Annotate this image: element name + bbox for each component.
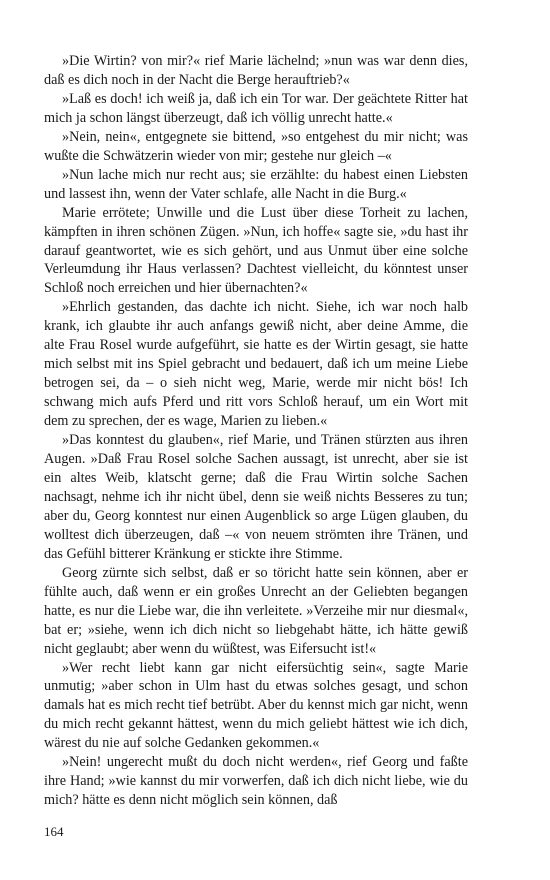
paragraph: »Ehrlich gestanden, das dachte ich nicht. Siehe, ich war noch halb krank, ich glaubte ihr auch anfangs gewiß nicht, aber deine Amme, die alte Frau Rosel wurde aufgeführt, sie hatte es der Wirtin gesagt, sie hatte mich selbst mit ins Spiel gebracht und bedauert, daß ich um meine Liebe betrogen sei, da – o sieh nicht weg, Marie, werde mir nicht bös! Ich schwang mich aufs Pferd und ritt vors Schloß herauf, um ein Wort mit dem zu sprechen, der es wage, Marien zu lieben.« [44, 299, 468, 430]
paragraph: Georg zürnte sich selbst, daß er so töricht hatte sein können, aber er fühlte auch, daß wenn er ein großes Unrecht an der Geliebten begangen hatte, es nur die Liebe war, die ihn verleitete. »Verzeihe mir nur diesmal«, bat er; »siehe, wenn ich dich nicht so liebgehabt hätte, ich hätte gewiß nicht geglaubt; aber wenn du wüßtest, was Eifersucht ist!« [44, 564, 468, 657]
page-number: 164 [44, 824, 64, 839]
paragraph: »Nein! ungerecht mußt du doch nicht werden«, rief Georg und faßte ihre Hand; »wie kannst du mir vorwerfen, daß ich dich nicht liebe, wie du mich? hätte es denn nicht möglich sein können, daß [44, 754, 468, 809]
body-text [44, 52, 468, 810]
paragraph: »Nun lache mich nur recht aus; sie erzählte: du habest einen Liebsten und lassest ihn, wenn der Vater schlafe, alle Nacht in die Burg.« [44, 166, 468, 202]
paragraph: »Laß es doch! ich weiß ja, daß ich ein Tor war. Der geächtete Ritter hat mich ja schon längst überzeugt, daß ich völlig unrecht hatte.« [44, 90, 468, 126]
paragraph: »Nein, nein«, entgegnete sie bittend, »so entgehest du mir nicht; was wußte die Schwätzerin wieder von mir; gestehe nur gleich –« [44, 128, 468, 164]
paragraph: »Die Wirtin? von mir?« rief Marie lächelnd; »nun was war denn dies, daß es dich noch in der Nacht die Berge herauftrieb?« [44, 53, 468, 88]
paragraph: »Das konntest du glauben«, rief Marie, und Tränen stürzten aus ihren Augen. »Daß Frau Rosel solche Sachen aussagt, ist unrecht, aber sie ist ein altes Weib, klatscht gerne; daß die Frau Wirtin solche Sachen nachsagt, nehme ich ihr nicht übel, denn sie weiß nichts Besseres zu tun; aber du, Georg konntest nur einen Augenblick so arge Lügen glauben, du wolltest dich überzeugen, daß –« von neuem strömten ihre Tränen, und das Gefühl bitterer Kränkung er stickte ihre Stimme. [44, 432, 468, 562]
paragraph: »Wer recht liebt kann gar nicht eifersüchtig sein«, sagte Marie unmutig; »aber schon in Ulm hast du etwas solches gesagt, und schon damals hat es mich recht tief betrübt. Aber du kennst mich gar nicht, wenn du mich recht gekannt hättest, wenn du mich geliebt hättest wie ich dich, wärest du nie auf solche Gedanken gekommen.« [44, 659, 468, 752]
paragraph: Marie errötete; Unwille und die Lust über diese Torheit zu lachen, kämpften in ihren schönen Zügen. »Nun, ich hoffe« sagte sie, »du hast ihr darauf geantwortet, wie es sich gehört, und aus Unmut über eine solche Verleumdung ihr Haus verlassen? Dachtest vielleicht, du könntest unser Schloß noch erreichen und hier übernachten?« [44, 204, 468, 297]
